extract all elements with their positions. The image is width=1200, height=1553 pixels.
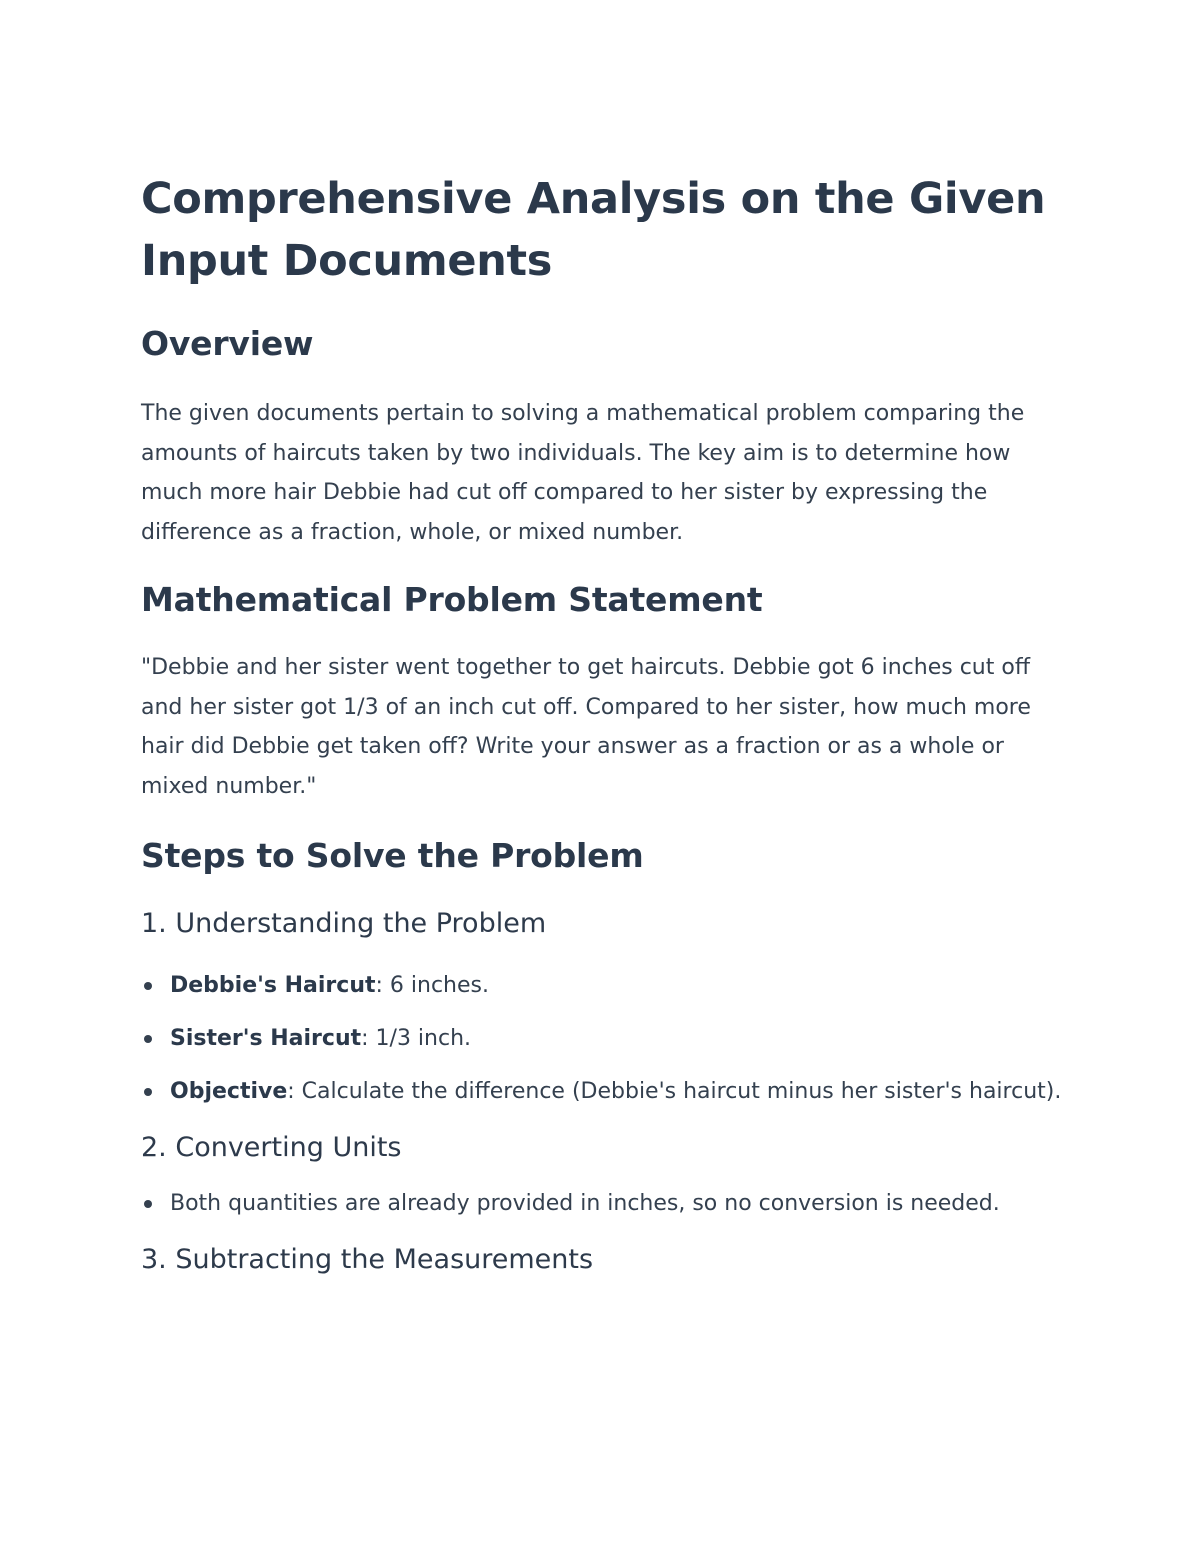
list-item-label: Objective [170,1079,288,1104]
list-item-text: : Calculate the difference (Debbie's haircut minus her sister's haircut). [287,1079,1062,1104]
bullet-icon [144,982,152,990]
bullet-icon [144,1200,152,1208]
document-title: Comprehensive Analysis on the Given Input Documents [141,174,1046,286]
problem-statement-heading: Mathematical Problem Statement [141,580,763,619]
step1-list [141,966,1071,1112]
list-item [141,1184,1071,1224]
list-item-text: Both quantities are already provided in inches, so no conversion is needed. [170,1191,1000,1216]
step2-heading: 2. Converting Units [141,1132,402,1163]
list-item [141,1072,1071,1112]
list-item [141,1019,1071,1059]
list-item-label: Debbie's Haircut [170,973,376,998]
bullet-icon [144,1088,152,1096]
list-item-label: Sister's Haircut [170,1026,362,1051]
bullet-icon [144,1035,152,1043]
problem-statement-paragraph: "Debbie and her sister went together to get haircuts. Debbie got 6 inches cut off and her sister got 1/3 of an inch cut off. Compared to her sister, how much more hair did Debbie get taken off? Write your answer as a fraction or as a whole or mixed number." [141,655,1031,799]
list-item-text: : 6 inches. [375,973,489,998]
step1-heading: 1. Understanding the Problem [141,908,547,939]
overview-paragraph: The given documents pertain to solving a mathematical problem comparing the amounts of haircuts taken by two individuals. The key aim is to determine how much more hair Debbie had cut off compared to her sister by expressing the difference as a fraction, whole, or mixed number. [141,401,1025,545]
overview-heading: Overview [141,324,314,363]
list-item-text: : 1/3 inch. [361,1026,472,1051]
document-page [141,168,1071,1280]
steps-heading: Steps to Solve the Problem [141,836,644,875]
step2-list [141,1184,1071,1224]
list-item [141,966,1071,1006]
step3-heading: 3. Subtracting the Measurements [141,1244,594,1275]
